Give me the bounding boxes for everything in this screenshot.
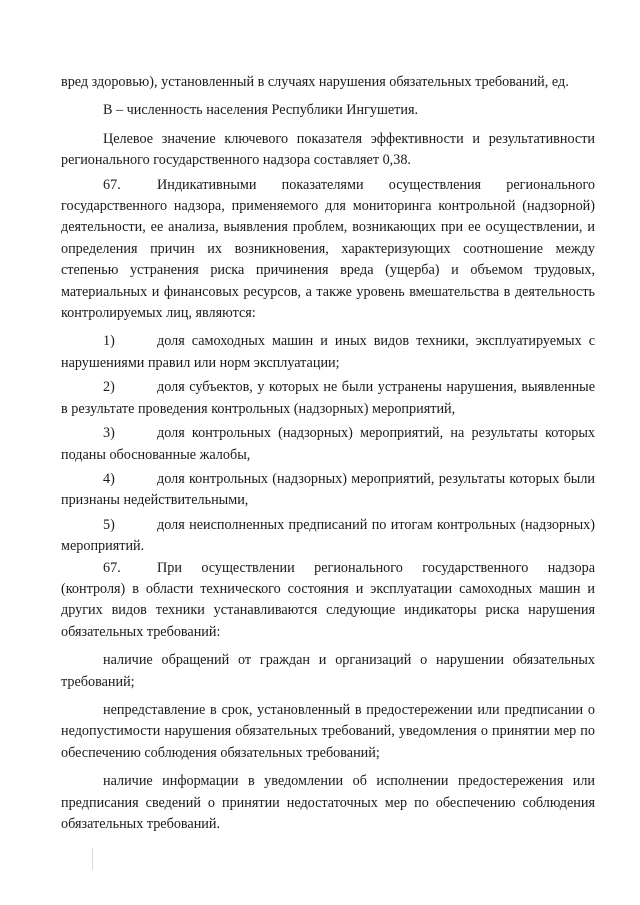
indicator-number: 4): [103, 470, 115, 487]
indicator-number: 5): [103, 516, 115, 533]
indicator-item: [61, 377, 595, 420]
clause-text: Индикативными показателями осуществления регионального государственного надзора, применяемого для мониторинга контрольной (надзорной) деятельности, ее анализа, выявления проблем, возникающих при ее осуществлении, и определения причин их возникновения, характеризующих соотношение между степенью устранения риска причинения вреда (ущерба) и объемом трудовых, материальных и финансовых ресурсов, а также уровень вмешательства в деятельность контролируемых лиц, являются:: [61, 176, 595, 322]
clause-number: 67.: [103, 176, 121, 193]
paragraph-target-value: Целевое значение ключевого показателя эффективности и результативности регионального государственного надзора составляет 0,38.: [61, 130, 595, 169]
indicator-item: [61, 469, 595, 512]
risk-indicator-item: непредставление в срок, установленный в предостережении или предписании о недопустимости нарушения обязательных требований, уведомления о принятии мер по обеспечению соблюдения обязательных требований;: [61, 701, 595, 761]
paragraph-b-definition: В – численность населения Республики Ингушетия.: [103, 102, 419, 119]
document-page: [61, 72, 595, 835]
indicator-text: доля самоходных машин и иных видов техники, эксплуатируемых с нарушениями правил или норм эксплуатации;: [61, 333, 595, 371]
paragraph-intro-tail: вред здоровью), установленный в случаях нарушения обязательных требований, ед.: [61, 74, 569, 90]
risk-indicator-item: наличие информации в уведомлении об исполнении предостережения или предписания сведений о принятии недостаточных мер по обеспечению соблюдения обязательных требований.: [61, 773, 595, 832]
clause-67-risk-indicators: [61, 558, 595, 644]
scan-edge-mark: [92, 848, 93, 870]
indicator-text: доля субъектов, у которых не были устранены нарушения, выявленные в результате проведения контрольных (надзорных) мероприятий,: [61, 379, 595, 417]
indicator-text: доля контрольных (надзорных) мероприятий, результаты которых были признаны недействительными,: [61, 470, 595, 509]
indicator-text: доля контрольных (надзорных) мероприятий, на результаты которых поданы обоснованные жалобы,: [61, 425, 595, 463]
indicator-text: доля неисполненных предписаний по итогам контрольных (надзорных) мероприятий.: [61, 516, 595, 555]
indicator-number: 3): [103, 425, 115, 442]
indicator-item: [61, 515, 595, 558]
clause-67-indicative: [61, 175, 595, 325]
risk-indicator-item: наличие обращений от граждан и организаций о нарушении обязательных требований;: [61, 652, 595, 690]
indicator-item: [61, 423, 595, 466]
clause-number: 67.: [103, 559, 121, 576]
indicator-item: [61, 331, 595, 374]
indicator-number: 2): [103, 379, 115, 396]
indicator-number: 1): [103, 333, 115, 350]
clause-text: При осуществлении регионального государственного надзора (контроля) в области технического состояния и эксплуатации самоходных машин и других видов техники устанавливаются следующие индикаторы риска нарушения обязательных требований:: [61, 559, 595, 640]
